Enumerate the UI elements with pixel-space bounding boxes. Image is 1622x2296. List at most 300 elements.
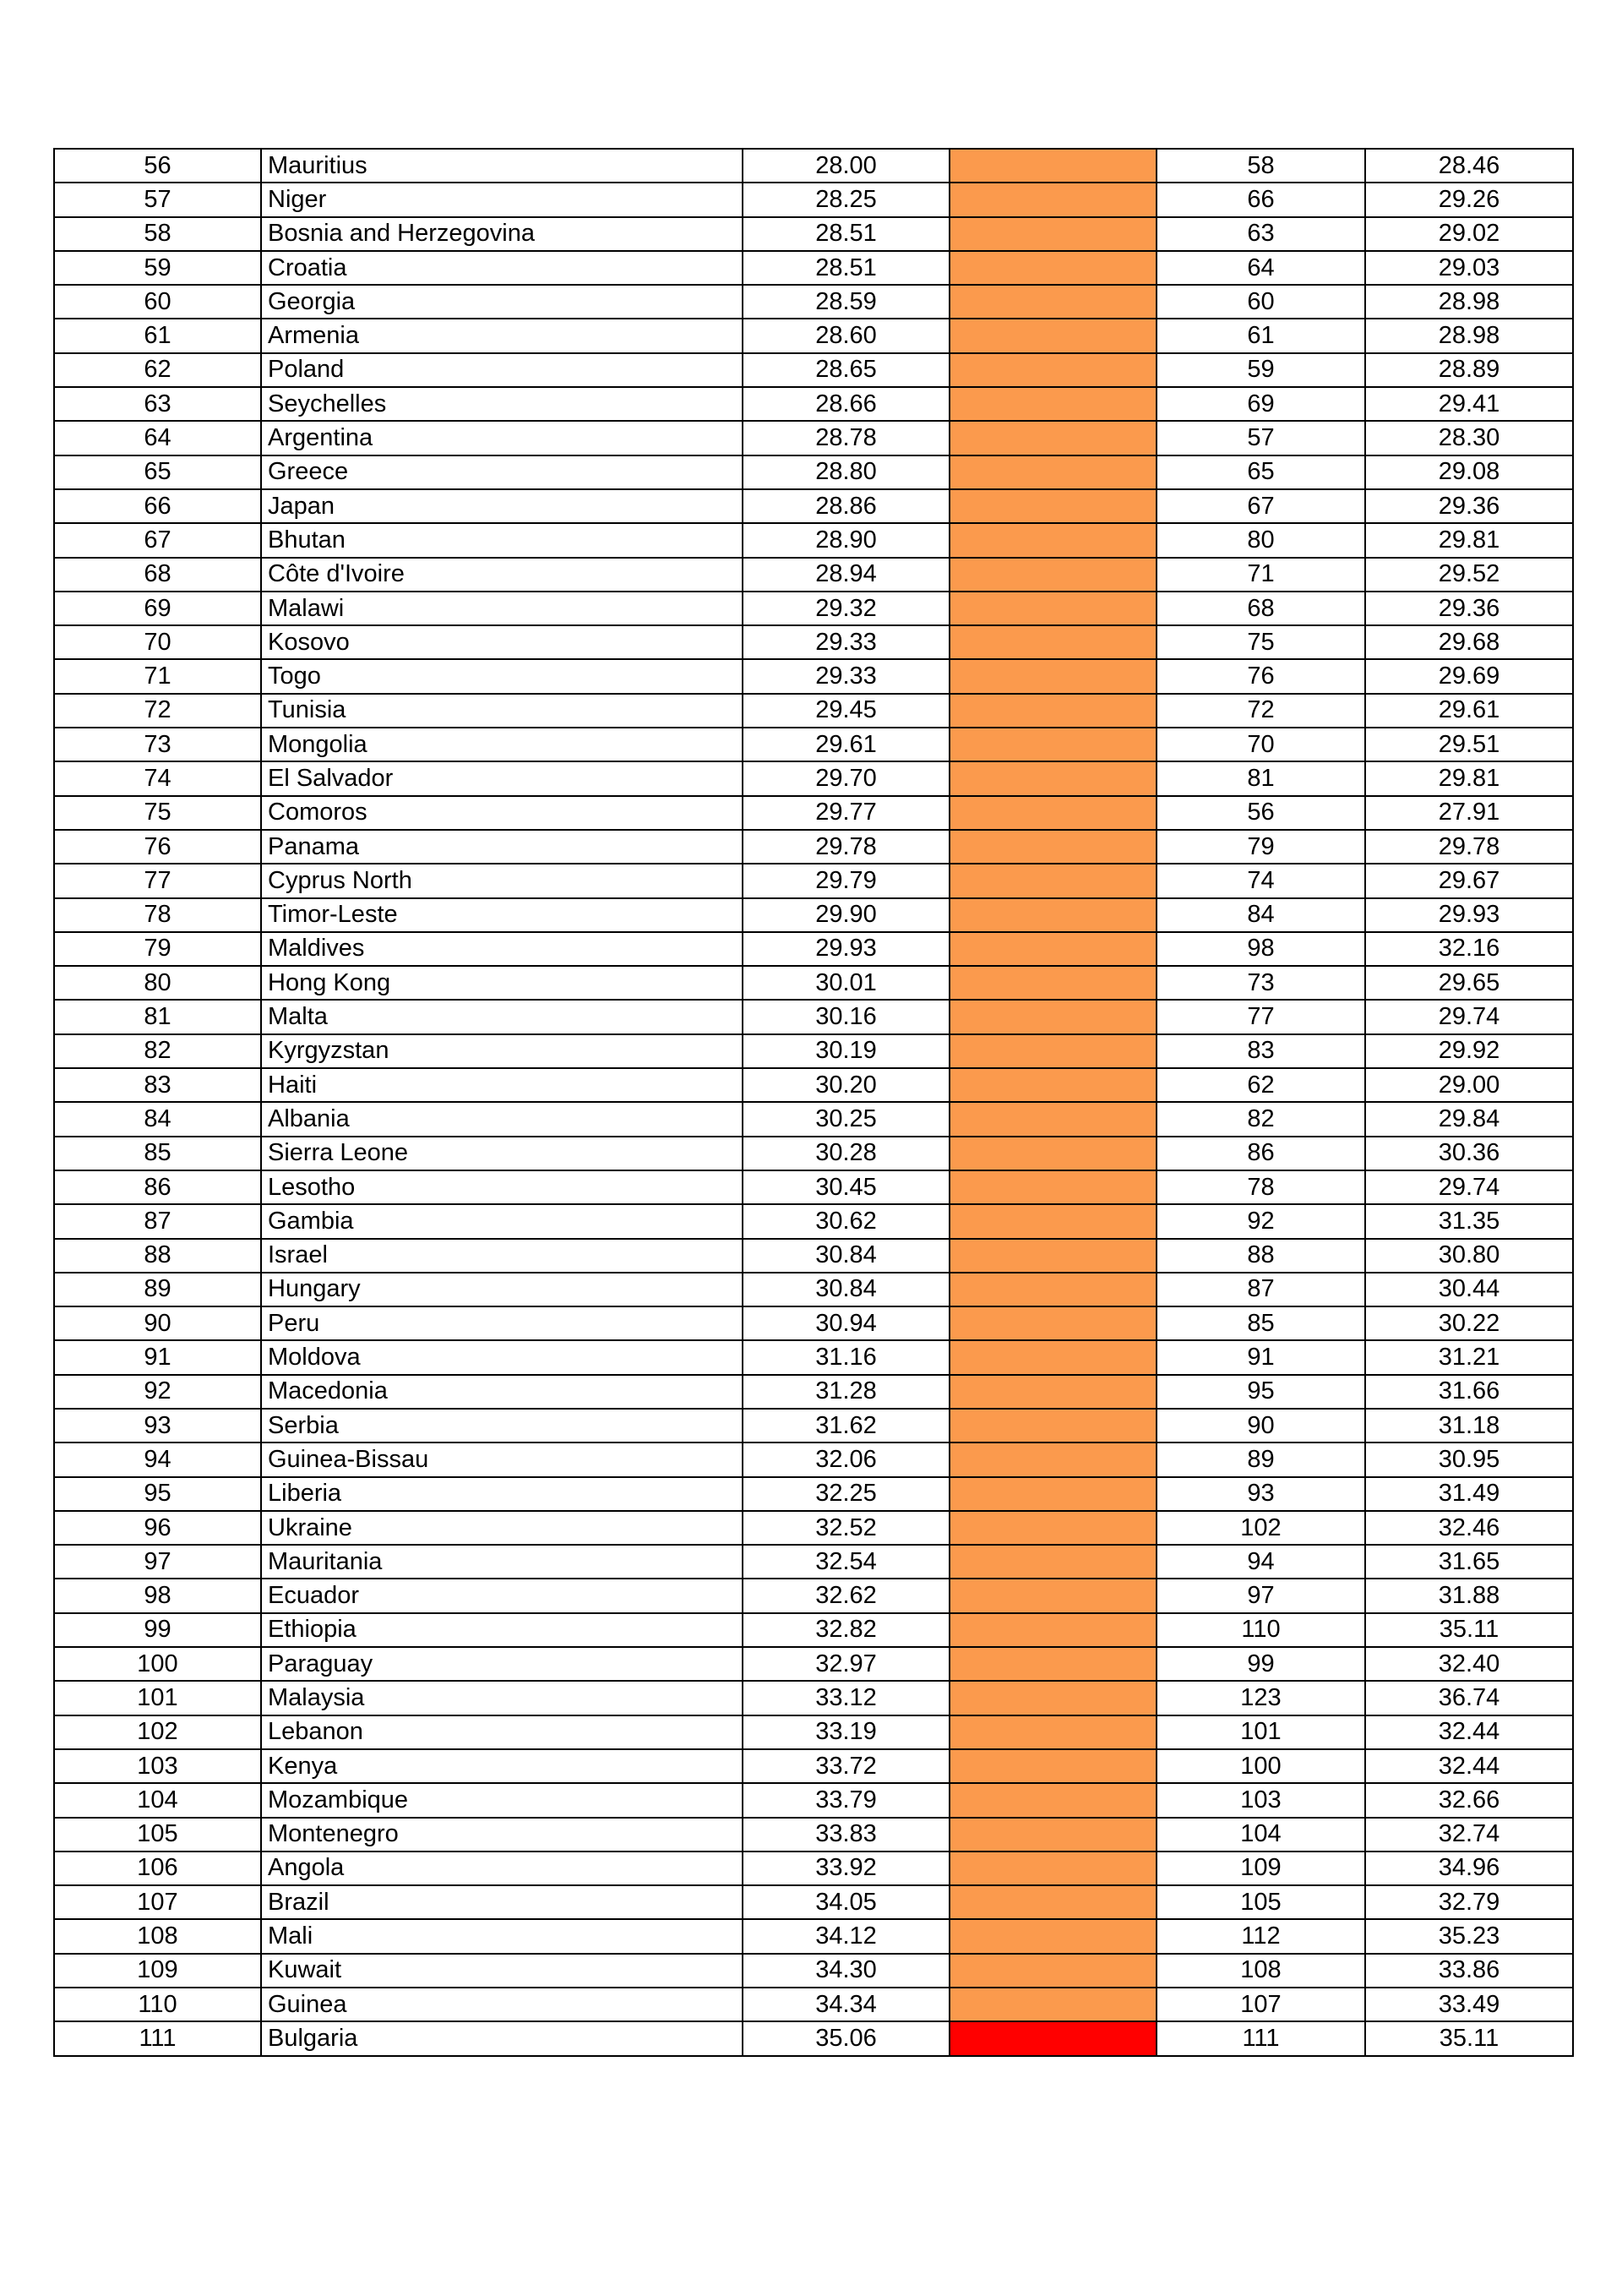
rank-cell: 84 (54, 1102, 261, 1136)
table-row (54, 387, 1573, 421)
previous-rank-cell: 99 (1157, 1647, 1365, 1681)
country-cell: Malawi (261, 592, 743, 625)
previous-rank-cell: 58 (1157, 149, 1365, 183)
country-cell: Malaysia (261, 1681, 743, 1715)
table-row (54, 1306, 1573, 1340)
table-row (54, 1818, 1573, 1852)
rank-cell: 89 (54, 1273, 261, 1306)
table-row (54, 1681, 1573, 1715)
previous-rank-cell: 82 (1157, 1102, 1365, 1136)
previous-rank-cell: 68 (1157, 592, 1365, 625)
table-row (54, 1170, 1573, 1204)
score-cell: 34.05 (743, 1885, 950, 1919)
score-cell: 28.94 (743, 558, 950, 592)
previous-score-cell: 32.44 (1365, 1749, 1573, 1783)
rank-cell: 110 (54, 1988, 261, 2021)
rank-cell: 99 (54, 1613, 261, 1647)
rank-cell: 98 (54, 1579, 261, 1612)
score-cell: 29.33 (743, 625, 950, 659)
country-cell: Argentina (261, 421, 743, 455)
country-cell: Cyprus North (261, 864, 743, 897)
rank-cell: 62 (54, 353, 261, 387)
table-row (54, 1137, 1573, 1170)
rank-cell: 96 (54, 1511, 261, 1545)
score-cell: 30.84 (743, 1273, 950, 1306)
score-cell: 33.72 (743, 1749, 950, 1783)
previous-score-cell: 31.49 (1365, 1477, 1573, 1511)
previous-score-cell: 30.80 (1365, 1239, 1573, 1273)
country-cell: Timor-Leste (261, 898, 743, 932)
country-cell: Angola (261, 1852, 743, 1885)
previous-score-cell: 29.41 (1365, 387, 1573, 421)
score-cell: 33.92 (743, 1852, 950, 1885)
previous-rank-cell: 57 (1157, 421, 1365, 455)
rank-cell: 81 (54, 1000, 261, 1033)
previous-rank-cell: 79 (1157, 830, 1365, 864)
country-cell: Israel (261, 1239, 743, 1273)
previous-score-cell: 33.49 (1365, 1988, 1573, 2021)
rank-cell: 92 (54, 1375, 261, 1409)
previous-rank-cell: 86 (1157, 1137, 1365, 1170)
previous-score-cell: 29.92 (1365, 1034, 1573, 1068)
previous-rank-cell: 78 (1157, 1170, 1365, 1204)
country-cell: Côte d'Ivoire (261, 558, 743, 592)
table-row (54, 864, 1573, 897)
previous-rank-cell: 61 (1157, 319, 1365, 352)
previous-score-cell: 29.81 (1365, 761, 1573, 795)
previous-score-cell: 32.44 (1365, 1715, 1573, 1749)
score-cell: 28.90 (743, 523, 950, 557)
table-row (54, 558, 1573, 592)
country-cell: Ethiopia (261, 1613, 743, 1647)
score-cell: 29.90 (743, 898, 950, 932)
score-cell: 28.65 (743, 353, 950, 387)
previous-score-cell: 33.86 (1365, 1954, 1573, 1988)
rank-cell: 91 (54, 1340, 261, 1374)
rank-cell: 106 (54, 1852, 261, 1885)
score-cell: 30.94 (743, 1306, 950, 1340)
indicator-color-cell (950, 864, 1157, 897)
country-cell: Armenia (261, 319, 743, 352)
previous-rank-cell: 66 (1157, 183, 1365, 216)
rank-cell: 80 (54, 966, 261, 1000)
rank-cell: 87 (54, 1204, 261, 1238)
previous-rank-cell: 94 (1157, 1545, 1365, 1579)
table-row (54, 1375, 1573, 1409)
previous-score-cell: 29.52 (1365, 558, 1573, 592)
country-cell: Kyrgyzstan (261, 1034, 743, 1068)
previous-score-cell: 28.46 (1365, 149, 1573, 183)
table-row (54, 694, 1573, 728)
score-cell: 29.32 (743, 592, 950, 625)
table-row (54, 966, 1573, 1000)
table-row (54, 1068, 1573, 1102)
table-row (54, 1000, 1573, 1033)
rank-cell: 56 (54, 149, 261, 183)
country-cell: Kuwait (261, 1954, 743, 1988)
previous-rank-cell: 112 (1157, 1919, 1365, 1953)
indicator-color-cell (950, 1613, 1157, 1647)
country-cell: Ecuador (261, 1579, 743, 1612)
indicator-color-cell (950, 898, 1157, 932)
previous-rank-cell: 73 (1157, 966, 1365, 1000)
indicator-color-cell (950, 1102, 1157, 1136)
previous-rank-cell: 111 (1157, 2021, 1365, 2055)
rank-cell: 58 (54, 217, 261, 251)
table-row (54, 1340, 1573, 1374)
rank-cell: 97 (54, 1545, 261, 1579)
country-cell: Seychelles (261, 387, 743, 421)
indicator-color-cell (950, 1306, 1157, 1340)
table-row (54, 319, 1573, 352)
previous-score-cell: 32.40 (1365, 1647, 1573, 1681)
previous-score-cell: 35.11 (1365, 1613, 1573, 1647)
score-cell: 32.54 (743, 1545, 950, 1579)
country-cell: Bosnia and Herzegovina (261, 217, 743, 251)
country-cell: Hong Kong (261, 966, 743, 1000)
indicator-color-cell (950, 1000, 1157, 1033)
previous-score-cell: 31.18 (1365, 1409, 1573, 1442)
table-row (54, 1954, 1573, 1988)
country-cell: Lesotho (261, 1170, 743, 1204)
previous-score-cell: 29.68 (1365, 625, 1573, 659)
indicator-color-cell (950, 1068, 1157, 1102)
score-cell: 32.97 (743, 1647, 950, 1681)
score-cell: 34.30 (743, 1954, 950, 1988)
previous-score-cell: 27.91 (1365, 796, 1573, 830)
score-cell: 28.51 (743, 251, 950, 285)
indicator-color-cell (950, 1273, 1157, 1306)
previous-rank-cell: 62 (1157, 1068, 1365, 1102)
ranking-table-body (54, 149, 1573, 2056)
score-cell: 28.25 (743, 183, 950, 216)
country-cell: Liberia (261, 1477, 743, 1511)
rank-cell: 108 (54, 1919, 261, 1953)
previous-score-cell: 31.65 (1365, 1545, 1573, 1579)
score-cell: 29.79 (743, 864, 950, 897)
score-cell: 34.34 (743, 1988, 950, 2021)
table-row (54, 1988, 1573, 2021)
country-cell: Lebanon (261, 1715, 743, 1749)
rank-cell: 72 (54, 694, 261, 728)
score-cell: 28.66 (743, 387, 950, 421)
rank-cell: 78 (54, 898, 261, 932)
table-row (54, 592, 1573, 625)
table-row (54, 1409, 1573, 1442)
score-cell: 30.16 (743, 1000, 950, 1033)
indicator-color-cell (950, 1375, 1157, 1409)
indicator-color-cell (950, 694, 1157, 728)
table-row (54, 251, 1573, 285)
country-cell: Haiti (261, 1068, 743, 1102)
indicator-color-cell (950, 1034, 1157, 1068)
previous-rank-cell: 88 (1157, 1239, 1365, 1273)
rank-cell: 74 (54, 761, 261, 795)
score-cell: 31.28 (743, 1375, 950, 1409)
indicator-color-cell (950, 1681, 1157, 1715)
rank-cell: 109 (54, 1954, 261, 1988)
indicator-color-cell (950, 455, 1157, 489)
rank-cell: 63 (54, 387, 261, 421)
rank-cell: 60 (54, 285, 261, 319)
rank-cell: 59 (54, 251, 261, 285)
table-row (54, 217, 1573, 251)
table-row (54, 932, 1573, 966)
indicator-color-cell (950, 217, 1157, 251)
table-row (54, 523, 1573, 557)
indicator-color-cell (950, 1919, 1157, 1953)
indicator-color-cell (950, 592, 1157, 625)
indicator-color-cell (950, 966, 1157, 1000)
rank-cell: 100 (54, 1647, 261, 1681)
score-cell: 28.51 (743, 217, 950, 251)
rank-cell: 76 (54, 830, 261, 864)
rank-cell: 88 (54, 1239, 261, 1273)
indicator-color-cell (950, 1239, 1157, 1273)
score-cell: 29.45 (743, 694, 950, 728)
indicator-color-cell (950, 1954, 1157, 1988)
rank-cell: 95 (54, 1477, 261, 1511)
score-cell: 30.62 (743, 1204, 950, 1238)
previous-rank-cell: 107 (1157, 1988, 1365, 2021)
previous-score-cell: 29.08 (1365, 455, 1573, 489)
score-cell: 32.62 (743, 1579, 950, 1612)
previous-score-cell: 29.36 (1365, 489, 1573, 523)
previous-rank-cell: 83 (1157, 1034, 1365, 1068)
rank-cell: 102 (54, 1715, 261, 1749)
rank-cell: 70 (54, 625, 261, 659)
score-cell: 28.86 (743, 489, 950, 523)
table-row (54, 1852, 1573, 1885)
table-row (54, 489, 1573, 523)
previous-rank-cell: 103 (1157, 1783, 1365, 1817)
previous-rank-cell: 93 (1157, 1477, 1365, 1511)
indicator-color-cell (950, 1442, 1157, 1476)
country-cell: Bhutan (261, 523, 743, 557)
indicator-color-cell (950, 728, 1157, 761)
country-cell: Georgia (261, 285, 743, 319)
score-cell: 34.12 (743, 1919, 950, 1953)
previous-rank-cell: 72 (1157, 694, 1365, 728)
table-row (54, 1885, 1573, 1919)
previous-score-cell: 29.61 (1365, 694, 1573, 728)
table-row (54, 421, 1573, 455)
table-row (54, 1442, 1573, 1476)
indicator-color-cell (950, 830, 1157, 864)
score-cell: 33.83 (743, 1818, 950, 1852)
indicator-color-cell (950, 932, 1157, 966)
previous-rank-cell: 98 (1157, 932, 1365, 966)
score-cell: 33.19 (743, 1715, 950, 1749)
indicator-color-cell (950, 387, 1157, 421)
table-row (54, 1273, 1573, 1306)
table-row (54, 1783, 1573, 1817)
country-cell: El Salvador (261, 761, 743, 795)
previous-score-cell: 31.35 (1365, 1204, 1573, 1238)
table-row (54, 1239, 1573, 1273)
score-cell: 29.93 (743, 932, 950, 966)
previous-rank-cell: 81 (1157, 761, 1365, 795)
score-cell: 30.20 (743, 1068, 950, 1102)
previous-rank-cell: 87 (1157, 1273, 1365, 1306)
previous-rank-cell: 60 (1157, 285, 1365, 319)
indicator-color-cell (950, 2021, 1157, 2055)
table-row (54, 285, 1573, 319)
rank-cell: 79 (54, 932, 261, 966)
table-row (54, 1204, 1573, 1238)
rank-cell: 75 (54, 796, 261, 830)
previous-rank-cell: 95 (1157, 1375, 1365, 1409)
previous-score-cell: 29.69 (1365, 659, 1573, 693)
rank-cell: 67 (54, 523, 261, 557)
country-cell: Kenya (261, 1749, 743, 1783)
previous-score-cell: 29.02 (1365, 217, 1573, 251)
previous-rank-cell: 77 (1157, 1000, 1365, 1033)
previous-rank-cell: 70 (1157, 728, 1365, 761)
country-cell: Mozambique (261, 1783, 743, 1817)
previous-score-cell: 35.11 (1365, 2021, 1573, 2055)
previous-score-cell: 36.74 (1365, 1681, 1573, 1715)
score-cell: 30.84 (743, 1239, 950, 1273)
indicator-color-cell (950, 1749, 1157, 1783)
table-row (54, 1919, 1573, 1953)
score-cell: 31.16 (743, 1340, 950, 1374)
indicator-color-cell (950, 1988, 1157, 2021)
indicator-color-cell (950, 1137, 1157, 1170)
indicator-color-cell (950, 1579, 1157, 1612)
table-row (54, 830, 1573, 864)
previous-score-cell: 28.98 (1365, 319, 1573, 352)
score-cell: 32.82 (743, 1613, 950, 1647)
indicator-color-cell (950, 1647, 1157, 1681)
indicator-color-cell (950, 149, 1157, 183)
score-cell: 30.19 (743, 1034, 950, 1068)
table-row (54, 149, 1573, 183)
rank-cell: 68 (54, 558, 261, 592)
previous-rank-cell: 109 (1157, 1852, 1365, 1885)
previous-rank-cell: 105 (1157, 1885, 1365, 1919)
rank-cell: 101 (54, 1681, 261, 1715)
rank-cell: 61 (54, 319, 261, 352)
previous-rank-cell: 63 (1157, 217, 1365, 251)
rank-cell: 82 (54, 1034, 261, 1068)
previous-score-cell: 29.84 (1365, 1102, 1573, 1136)
indicator-color-cell (950, 625, 1157, 659)
previous-score-cell: 29.03 (1365, 251, 1573, 285)
previous-score-cell: 29.65 (1365, 966, 1573, 1000)
previous-score-cell: 31.88 (1365, 1579, 1573, 1612)
indicator-color-cell (950, 659, 1157, 693)
rank-cell: 93 (54, 1409, 261, 1442)
previous-rank-cell: 89 (1157, 1442, 1365, 1476)
country-cell: Malta (261, 1000, 743, 1033)
country-cell: Togo (261, 659, 743, 693)
indicator-color-cell (950, 353, 1157, 387)
previous-rank-cell: 64 (1157, 251, 1365, 285)
previous-score-cell: 28.30 (1365, 421, 1573, 455)
indicator-color-cell (950, 761, 1157, 795)
indicator-color-cell (950, 1783, 1157, 1817)
previous-rank-cell: 102 (1157, 1511, 1365, 1545)
country-cell: Guinea (261, 1988, 743, 2021)
indicator-color-cell (950, 285, 1157, 319)
country-cell: Mauritania (261, 1545, 743, 1579)
country-cell: Mongolia (261, 728, 743, 761)
previous-rank-cell: 67 (1157, 489, 1365, 523)
indicator-color-cell (950, 1477, 1157, 1511)
previous-rank-cell: 75 (1157, 625, 1365, 659)
ranking-table (53, 148, 1574, 2057)
score-cell: 31.62 (743, 1409, 950, 1442)
score-cell: 29.78 (743, 830, 950, 864)
previous-score-cell: 32.16 (1365, 932, 1573, 966)
previous-score-cell: 32.66 (1365, 1783, 1573, 1817)
indicator-color-cell (950, 1409, 1157, 1442)
previous-rank-cell: 101 (1157, 1715, 1365, 1749)
previous-rank-cell: 69 (1157, 387, 1365, 421)
country-cell: Mauritius (261, 149, 743, 183)
score-cell: 28.80 (743, 455, 950, 489)
previous-score-cell: 32.74 (1365, 1818, 1573, 1852)
table-row (54, 455, 1573, 489)
score-cell: 29.33 (743, 659, 950, 693)
table-row (54, 1749, 1573, 1783)
previous-score-cell: 29.81 (1365, 523, 1573, 557)
country-cell: Bulgaria (261, 2021, 743, 2055)
country-cell: Poland (261, 353, 743, 387)
score-cell: 28.78 (743, 421, 950, 455)
score-cell: 29.61 (743, 728, 950, 761)
previous-score-cell: 31.66 (1365, 1375, 1573, 1409)
indicator-color-cell (950, 523, 1157, 557)
previous-rank-cell: 97 (1157, 1579, 1365, 1612)
table-row (54, 1477, 1573, 1511)
indicator-color-cell (950, 421, 1157, 455)
country-cell: Greece (261, 455, 743, 489)
country-cell: Sierra Leone (261, 1137, 743, 1170)
score-cell: 35.06 (743, 2021, 950, 2055)
score-cell: 28.60 (743, 319, 950, 352)
indicator-color-cell (950, 796, 1157, 830)
country-cell: Ukraine (261, 1511, 743, 1545)
previous-score-cell: 35.23 (1365, 1919, 1573, 1953)
previous-score-cell: 28.89 (1365, 353, 1573, 387)
rank-cell: 107 (54, 1885, 261, 1919)
rank-cell: 65 (54, 455, 261, 489)
rank-cell: 86 (54, 1170, 261, 1204)
country-cell: Tunisia (261, 694, 743, 728)
table-row (54, 728, 1573, 761)
score-cell: 33.79 (743, 1783, 950, 1817)
indicator-color-cell (950, 1340, 1157, 1374)
rank-cell: 103 (54, 1749, 261, 1783)
rank-cell: 83 (54, 1068, 261, 1102)
previous-score-cell: 30.36 (1365, 1137, 1573, 1170)
previous-score-cell: 32.46 (1365, 1511, 1573, 1545)
indicator-color-cell (950, 1170, 1157, 1204)
indicator-color-cell (950, 1885, 1157, 1919)
previous-rank-cell: 84 (1157, 898, 1365, 932)
table-row (54, 1647, 1573, 1681)
score-cell: 30.25 (743, 1102, 950, 1136)
previous-rank-cell: 85 (1157, 1306, 1365, 1340)
previous-score-cell: 29.36 (1365, 592, 1573, 625)
rank-cell: 71 (54, 659, 261, 693)
score-cell: 29.77 (743, 796, 950, 830)
country-cell: Japan (261, 489, 743, 523)
table-row (54, 761, 1573, 795)
country-cell: Guinea-Bissau (261, 1442, 743, 1476)
